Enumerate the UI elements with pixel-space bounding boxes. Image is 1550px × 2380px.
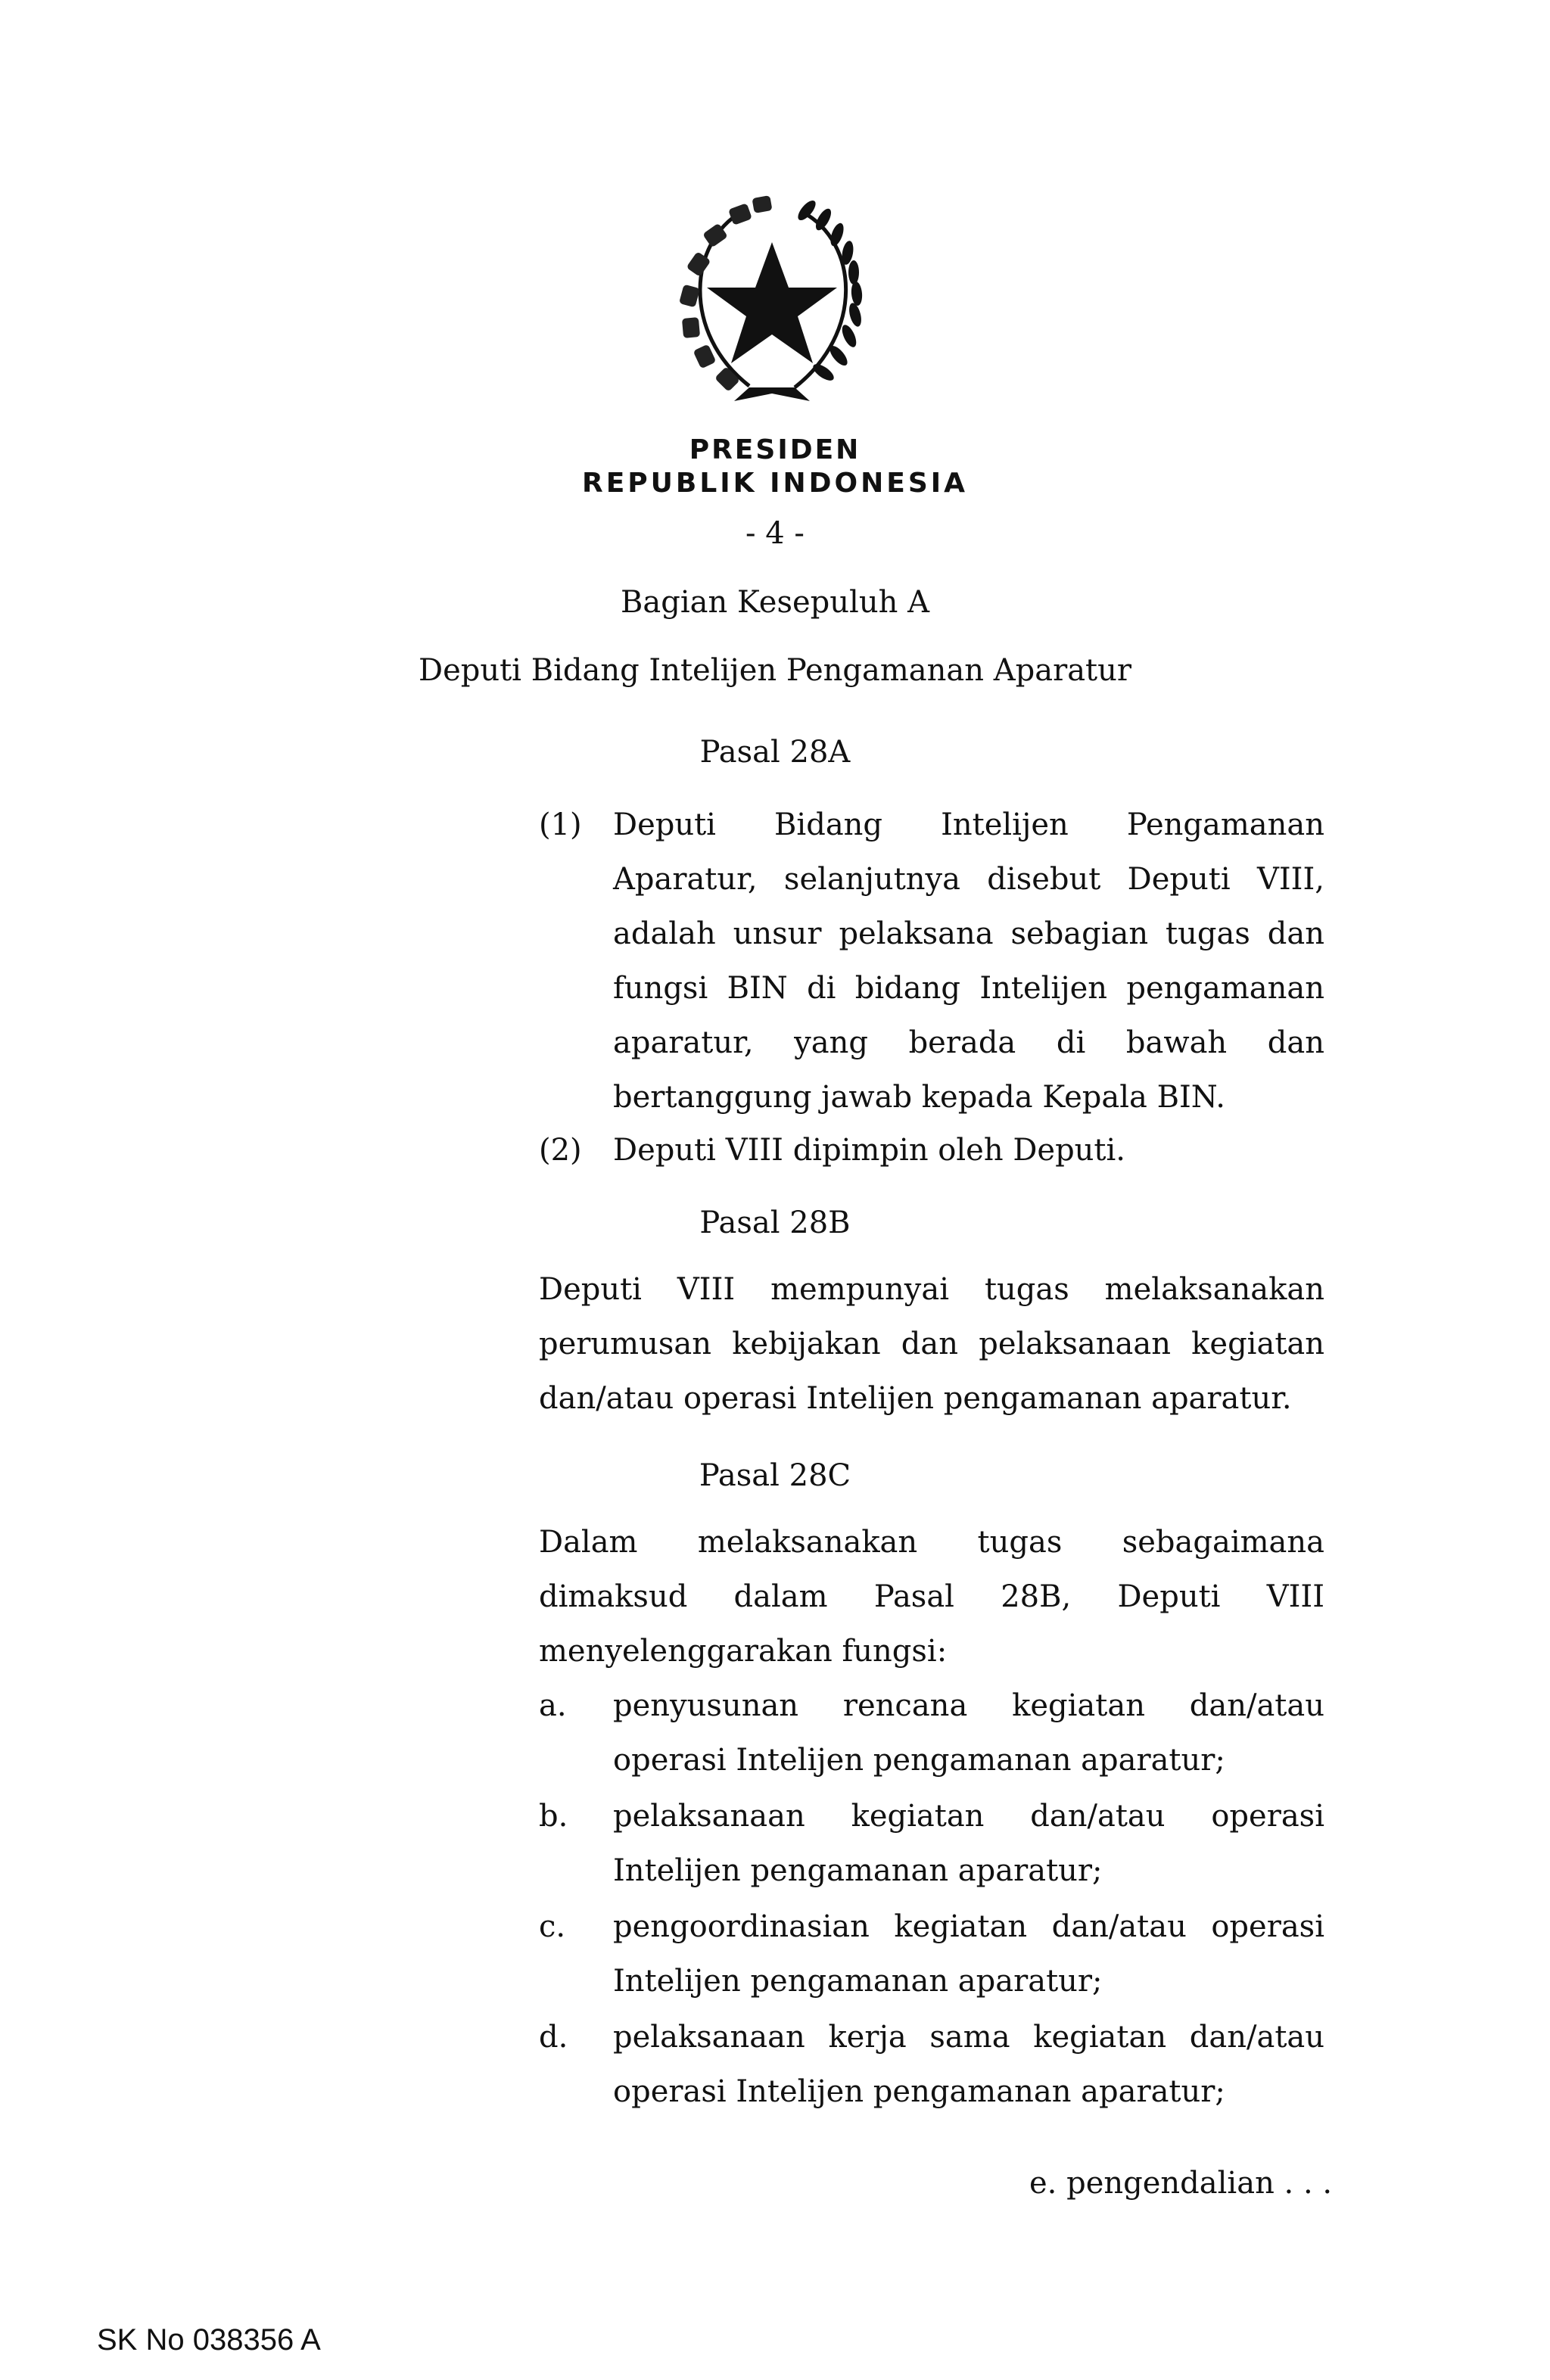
pasal-28a-item-1-text: Deputi Bidang Intelijen Pengamanan Aparatur, selanjutnya disebut Deputi VIII, adalah unsur pelaksana sebagian tugas dan fungsi BIN di bidang Intelijen pengamanan aparatur, yang berada di bawah dan bertanggung jawab kepada Kepala BIN. xyxy=(613,807,1324,1115)
pasal-28a-heading: Pasal 28A xyxy=(699,735,851,770)
pasal-28c-item-a-letter: a. xyxy=(539,1688,567,1723)
pasal-28a-item-2-number: (2) xyxy=(539,1133,582,1168)
pasal-28c-item-c-letter: c. xyxy=(539,1909,566,1944)
pasal-28c-item-a-text: penyusunan rencana kegiatan dan/atau operasi Intelijen pengamanan aparatur; xyxy=(613,1688,1324,1778)
pasal-28b-heading: Pasal 28B xyxy=(699,1206,851,1240)
header-republik-indonesia: REPUBLIK INDONESIA xyxy=(581,468,969,499)
section-title: Bagian Kesepuluh A xyxy=(621,585,929,620)
sk-number: SK No 038356 A xyxy=(97,2323,321,2357)
pasal-28c-heading: Pasal 28C xyxy=(699,1458,851,1493)
pasal-28b-text: Deputi VIII mempunyai tugas melaksanakan perumusan kebijakan dan pelaksanaan kegiatan dan/atau operasi Intelijen pengamanan aparatur. xyxy=(539,1272,1324,1416)
pasal-28c-item-d-text: pelaksanaan kerja sama kegiatan dan/atau operasi Intelijen pengamanan aparatur; xyxy=(613,2020,1324,2109)
pasal-28c-item-b-letter: b. xyxy=(539,1799,568,1834)
pasal-28c-item-b-text: pelaksanaan kegiatan dan/atau operasi Intelijen pengamanan aparatur; xyxy=(613,1799,1324,1888)
pasal-28c-item-d-letter: d. xyxy=(539,2020,568,2055)
continuation-text: e. pengendalian . . . xyxy=(1029,2166,1333,2201)
section-subtitle: Deputi Bidang Intelijen Pengamanan Aparatur xyxy=(419,653,1131,688)
presidential-emblem-icon xyxy=(658,189,885,416)
header-presiden: PRESIDEN xyxy=(689,434,861,465)
page-number: - 4 - xyxy=(745,516,805,551)
pasal-28c-intro: Dalam melaksanakan tugas sebagaimana dimaksud dalam Pasal 28B, Deputi VIII menyelenggarakan fungsi: xyxy=(539,1525,1324,1669)
pasal-28a-item-2-text: Deputi VIII dipimpin oleh Deputi. xyxy=(613,1133,1126,1168)
pasal-28c-item-c-text: pengoordinasian kegiatan dan/atau operasi Intelijen pengamanan aparatur; xyxy=(613,1909,1324,1999)
pasal-28a-item-1-number: (1) xyxy=(539,807,582,842)
